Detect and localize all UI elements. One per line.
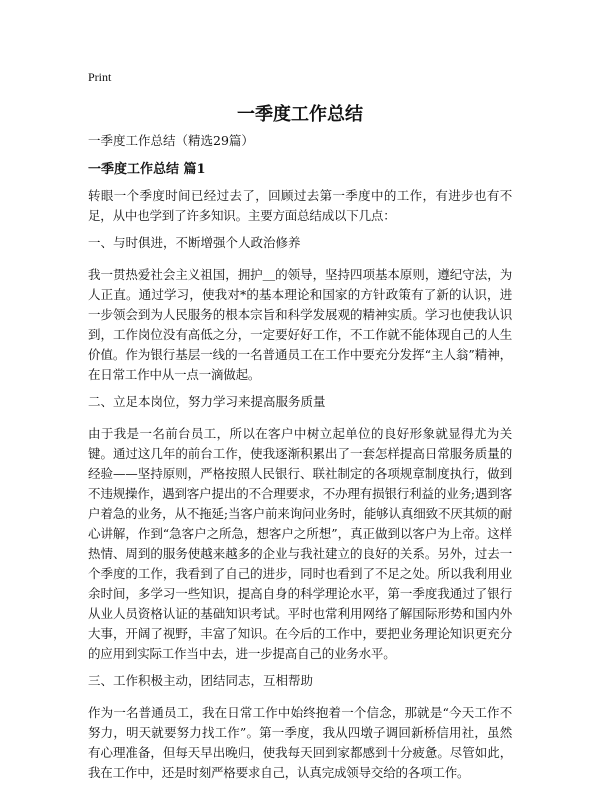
heading-1: 一、与时俱进，不断增强个人政治修养	[88, 235, 301, 250]
document-subtitle: 一季度工作总结（精选29篇）	[88, 133, 254, 148]
paragraph-3: 作为一名普通员工，我在日常工作中始终抱着一个信念，那就是“今天工作不努力，明天就要努力找工作”。第一季度，我从四墩子调回新桥信用社，虽然有心理准备，但每天早出晚归，使我每天回到家都感到十分疲惫。尽管如此，我在工作中，还是时刻严格要求自己，认真完成领导交给的各项工作。	[88, 705, 512, 780]
print-link[interactable]: Print	[88, 70, 112, 84]
heading-3: 三、工作积极主动，团结同志，互相帮助	[88, 673, 314, 688]
paragraph-2: 由于我是一名前台员工，所以在客户中树立起单位的良好形象就显得尤为关键。通过这几年的前台工作，使我逐渐积累出了一套怎样提高日常服务质量的经验——坚持原则，严格按照人民银行、联社制定的各项规章制度执行，做到不违规操作，遇到客户提出的不合理要求，不办理有损银行利益的业务;遇到客户着急的业务，从不拖延;当客户前来询问业务时，能够认真细致不厌其烦的耐心讲解，作到“急客户之所急，想客户之所想”，真正做到以客户为上帝。这样热情、周到的服务使越来越多的企业与我社建立的良好的关系。另外，过去一个季度的工作，我看到了自己的进步，同时也看到了不足之处。所以我利用业余时间，多学习一些知识，提高自身的科学理论水平，第一季度我通过了银行从业人员资格认证的基础知识考试。平时也常利用网络了解国际形势和国内外大事，开阔了视野，丰富了知识。在今后的工作中，要把业务理论知识更充分的应用到实际工作当中去，进一步提高自己的业务水平。	[88, 426, 512, 661]
document-title: 一季度工作总结	[237, 104, 363, 125]
section-title: 一季度工作总结 篇1	[88, 162, 206, 177]
intro-paragraph: 转眼一个季度时间已经过去了，回顾过去第一季度中的工作，有进步也有不足，从中也学到了许多知识。主要方面总结成以下几点：	[88, 188, 512, 223]
document-body	[88, 133, 512, 792]
paragraph-1: 我一贯热爱社会主义祖国，拥护＿的领导，坚持四项基本原则，遵纪守法，为人正直。通过学习，使我对*的基本理论和国家的方针政策有了新的认识，进一步领会到为人民服务的根本宗旨和科学发展观的精神实质。学习也使我认识到，工作岗位没有高低之分，一定要好好工作，不工作就不能体现自己的人生价值。作为银行基层一线的一名普通员工在工作中要充分发挥“主人翁”精神，在日常工作中从一点一滴做起。	[88, 267, 512, 382]
heading-2: 二、立足本岗位，努力学习来提高服务质量	[88, 394, 326, 409]
